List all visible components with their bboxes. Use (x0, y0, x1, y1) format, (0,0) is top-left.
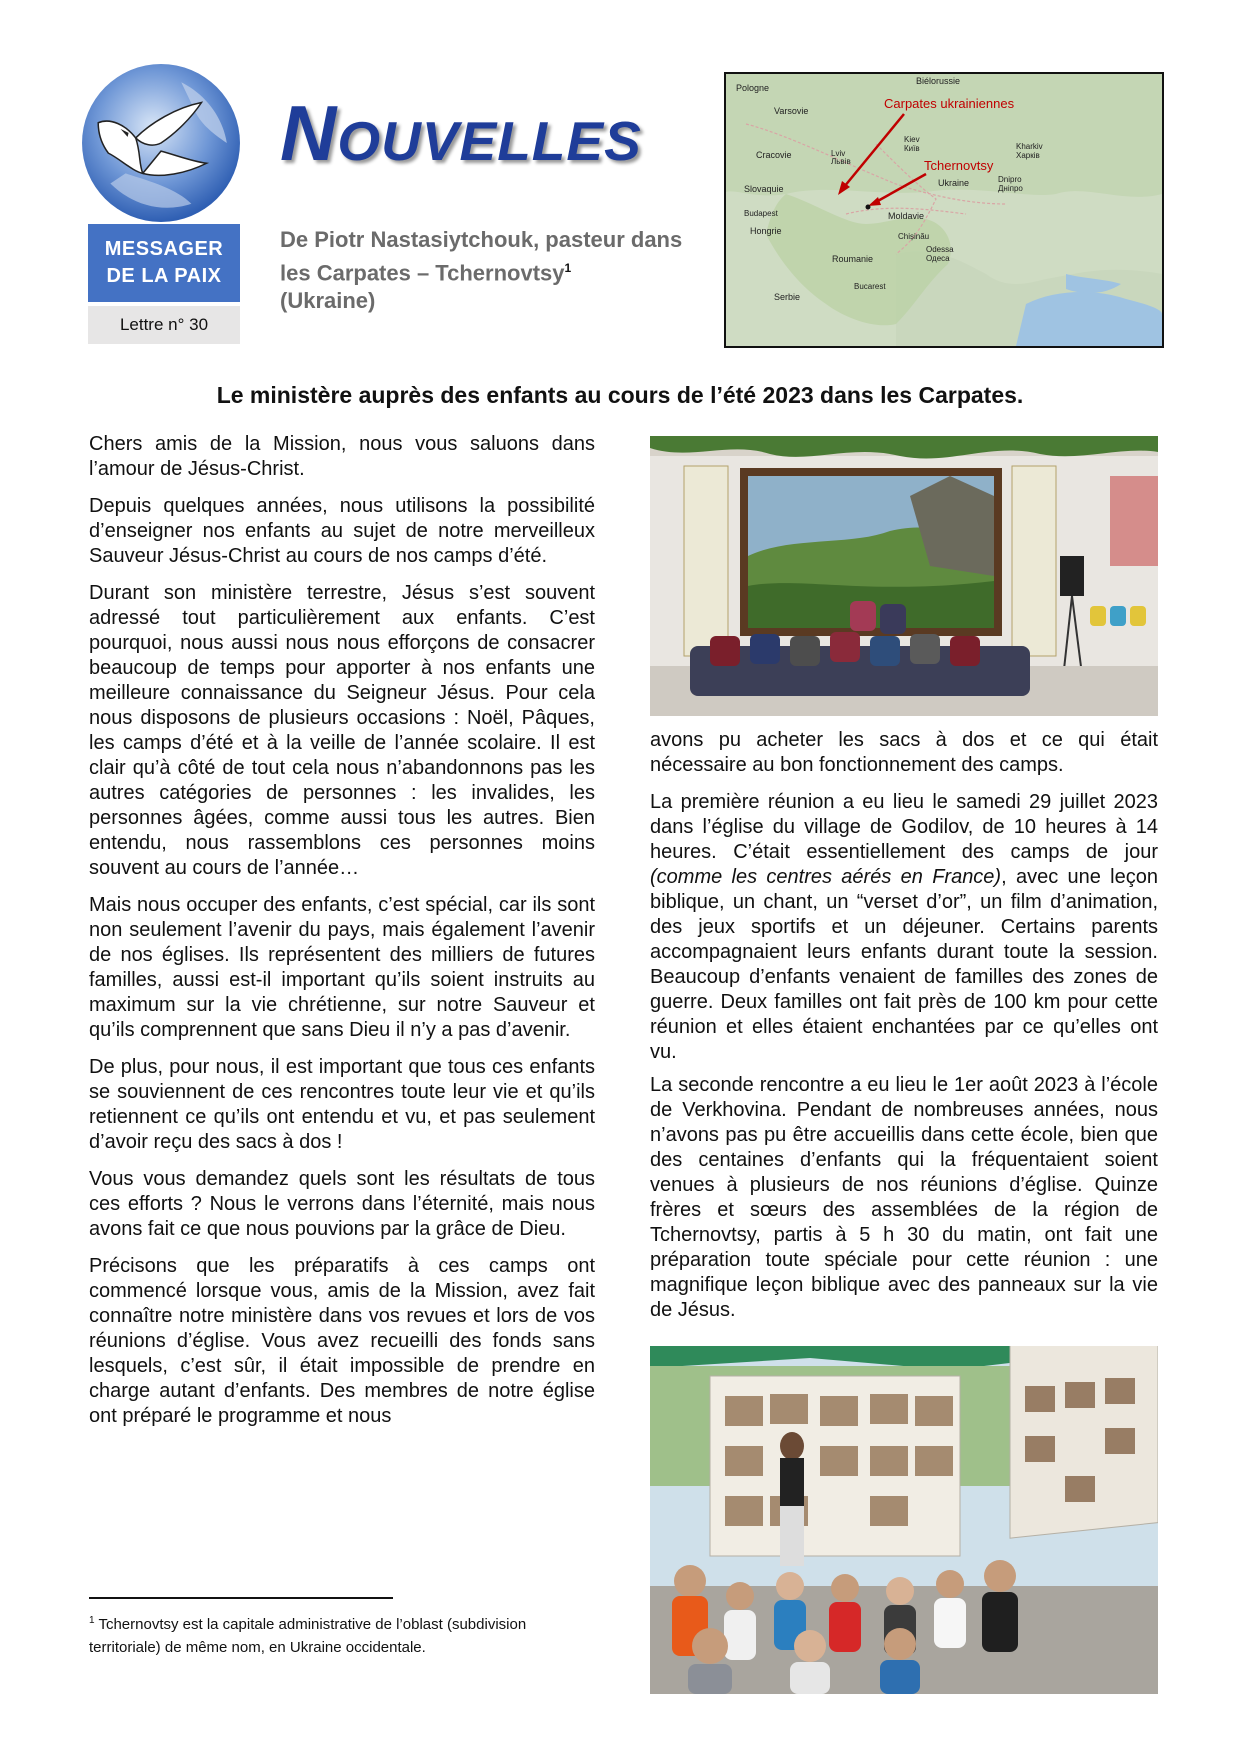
footnote (89, 1609, 589, 1659)
map-label-moldavie: Moldavie (888, 211, 925, 221)
byline (280, 226, 700, 315)
byline-text: De Piotr Nastasiytchouk, pasteur dans les Carpates – Tchernovtsy (280, 227, 683, 286)
article-headline: Le ministère auprès des enfants au cours de l’été 2023 dans les Carpates. (216, 382, 1024, 408)
photo-backpacks-hall (650, 436, 1158, 716)
paragraph: Durant son ministère terrestre, Jésus s’est souvent adressé tout particulièrement aux enfants. C’est pourquoi, nous aussi nous nous efforçons de consacrer beaucoup de temps pour apporter à nos enfants une meilleure connaissance du Seigneur Jésus. Pour cela nous disposons de plusieurs occasions : Noël, Pâques, les camps d’été et à la veille de l’année scolaire. Il est clair qu’à côté de tout cela nous n’abandonnons pas les autres catégories de personnes : les invalides, les personnes âgées, comme aussi tous les autres. Bien entendu, nous rassemblons ces personnes moins souvent au cours de l’année… (89, 582, 595, 879)
map-label-roumanie: Roumanie (832, 254, 874, 264)
photo-bible-lesson (650, 1346, 1158, 1694)
map-label-odessa: Odessa (926, 245, 954, 254)
map-label-bucarest: Bucarest (854, 282, 886, 291)
footnote-mark: 1 (89, 1615, 95, 1626)
paragraph: Vous vous demandez quels sont les résultats de tous ces efforts ? Nous le verrons dans l’éternité, mais nous avons fait ce que nous pouvions par la grâce de Dieu. (89, 1168, 595, 1240)
map-label-budapest: Budapest (744, 209, 778, 218)
map-label-chisinau: Chișinău (898, 232, 930, 241)
paragraph: avons pu acheter les sacs à dos et ce qui était nécessaire au bon fonctionnement des camps. (650, 729, 1158, 776)
map-label-kharkiv: Kharkiv (1016, 142, 1043, 151)
map-label-serbie: Serbie (774, 292, 801, 302)
paragraph-italic: (comme les centres aérés en France) (650, 866, 1002, 888)
map-city-dot (866, 205, 871, 210)
map-label-kiev: Kiev (904, 135, 920, 144)
map-label-dnipro: Dnipro (998, 175, 1022, 184)
badge-line-2: DE LA PAIX (106, 265, 222, 287)
footnote-ref: 1 (564, 261, 572, 275)
map-label-carpates: Carpates ukrainiennes (884, 96, 1015, 111)
map-label-varsovie: Varsovie (774, 106, 809, 116)
left-column (89, 432, 595, 1441)
paragraph-text: La première réunion a eu lieu le samedi 29 juillet 2023 dans l’église du village de Godilov, de 10 heures à 14 heures. C’était essentiellement des camps de jour (650, 791, 1158, 863)
map-label-slovaquie: Slovaquie (744, 184, 784, 194)
messager-badge (88, 224, 240, 302)
map-label-dnipro-cyr: Дніпро (998, 184, 1023, 193)
map-label-tchernovtsy: Tchernovtsy (924, 158, 994, 173)
map-label-cracovie: Cracovie (756, 150, 792, 160)
map-label-bielorussie: Biélorussie (916, 76, 961, 86)
paragraph: Chers amis de la Mission, nous vous saluons dans l’amour de Jésus-Christ. (89, 433, 595, 480)
right-column-bottom (650, 1073, 1158, 1323)
map-label-odessa-cyr: Одеса (926, 254, 950, 263)
map-label-lviv-cyr: Львів (831, 157, 851, 166)
issue-number: Lettre n° 30 (88, 306, 240, 344)
paragraph: La seconde rencontre a eu lieu le 1er août 2023 à l’école de Verkhovina. Pendant de nombreuses années, nous n’avons pas pu être accueillis dans cette école, bien que des centaines d’enfants qui la fréquentaient soient venues à plusieurs de nos réunions d’église. Quinze frères et sœurs des assemblées de la région de Tchernovtsy, partis à 5 h 30 du matin, ont fait une préparation toute spéciale pour cette réunion : une magnifique leçon biblique avec des panneaux sur la vie de Jésus. (650, 1074, 1158, 1321)
map-label-kiev-cyr: Київ (904, 144, 920, 153)
footnote-text: Tchernovtsy est la capitale administrative de l’oblast (subdivision territoriale) de même nom, en Ukraine occidentale. (89, 1616, 527, 1656)
map-carpathians (724, 72, 1164, 348)
map-label-ukraine: Ukraine (938, 178, 970, 188)
byline-country: (Ukraine) (280, 288, 376, 314)
map-label-kharkiv-cyr: Харків (1016, 151, 1040, 160)
map-label-pologne: Pologne (736, 83, 770, 93)
map-label-hongrie: Hongrie (750, 226, 782, 236)
paragraph: De plus, pour nous, il est important que tous ces enfants se souviennent de ces rencontres toute leur vie et qu’ils retiennent ce qu’ils ont entendu et vu, et pas seulement d’avoir reçu des sacs à dos ! (89, 1056, 595, 1153)
paragraph (650, 790, 1158, 1065)
footnote-separator (89, 1597, 393, 1599)
badge-line-1: MESSAGER (104, 238, 224, 260)
newsletter-title: Nouvelles (280, 89, 642, 177)
paragraph: Précisons que les préparatifs à ces camps ont commencé lorsque vous, amis de la Mission, avez fait connaître notre ministère dans vos revues et lors de vos réunions d’église. Vous avez recueilli des fonds sans lesquels, c’est sûr, il était impossible de prendre en charge autant d’enfants. Des membres de notre église ont préparé le programme et nous (89, 1255, 595, 1427)
paragraph: Mais nous occuper des enfants, c’est spécial, car ils sont non seulement l’avenir du pays, mais également l’avenir de nos églises. Ils représentent des milliers de futures familles, aussi est-il important qu’ils soient instruits au maximum sur la vie chrétienne, sur notre Sauveur et qu’ils comprennent que sans Dieu il n’y a pas d’avenir. (89, 894, 595, 1041)
paragraph-text: , avec une leçon biblique, un chant, un “verset d’or”, un film d’animation, des jeux sportifs et un déjeuner. Certains parents accompagnaient leurs enfants durant toute la session. Beaucoup d’enfants venaient de familles des zones de guerre. Deux familles ont fait près de 100 km pour cette réunion et elles étaient enchantées par ce qu’elles ont vu. (650, 866, 1158, 1063)
right-column-top (650, 728, 1158, 1077)
dove-globe-logo (80, 62, 242, 224)
paragraph: Depuis quelques années, nous utilisons la possibilité d’enseigner nos enfants au sujet de notre merveilleux Sauveur Jésus-Christ au cours de nos camps d’été. (89, 495, 595, 567)
map-label-lviv: Lviv (831, 149, 846, 158)
